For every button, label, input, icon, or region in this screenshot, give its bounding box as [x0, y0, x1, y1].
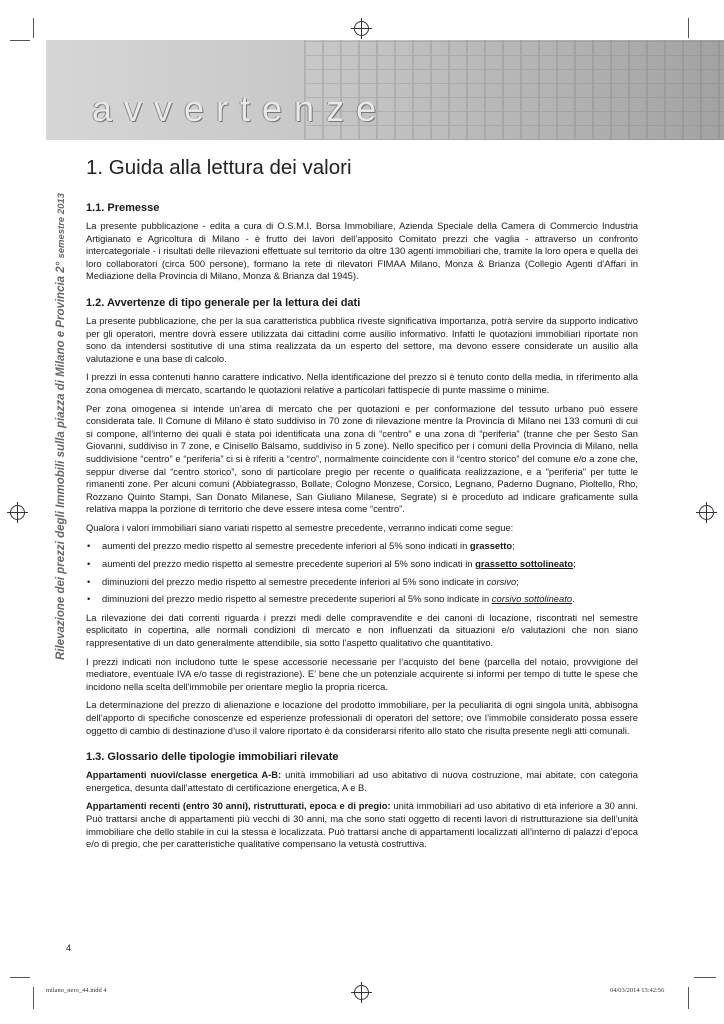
page-number: 4: [66, 943, 72, 953]
crop-mark: [10, 40, 30, 41]
registration-mark-icon: [699, 505, 714, 520]
crop-mark: [688, 18, 689, 38]
paragraph: La rilevazione dei dati correnti riguarda i prezzi medi delle compravendite e dei canoni di locazione, riscontrati nel semestre esplicitato in copertina, alle normali condizioni di mercato e non influenzati da situazioni e/o valutazioni che non siano rappresentative di un dato generalmente attendibile, sia sotto l’aspetto qualitativo che quantitativo.: [86, 611, 638, 649]
registration-mark-icon: [354, 985, 369, 1000]
list-item-text: aumenti del prezzo medio rispetto al semestre precedente superiori al 5% sono indicati in: [102, 558, 476, 570]
paragraph: La determinazione del prezzo di alienazione e locazione del prodotto immobiliare, per la peculiarità di ogni singola unità, abbisogna dell’apporto di specifiche conoscenze ed esperienze professionali di operatori del settore; ove l’immobile considerato possa essere oggetto di cambio di destinazione d’uso il valore riportato è da considerarsi riferito allo stato che risulta presente negli atti comunali.: [86, 699, 638, 736]
glossary-entry: [86, 769, 638, 794]
section-title: 1.1. Premesse: [86, 202, 160, 214]
paragraph: I prezzi in essa contenuti hanno carattere indicativo. Nella identificazione del prezzo si è tenuto conto della media, in riferimento alla zona omogenea di mercato, scartando le quotazioni relative a particolari fattispecie di punte massime o minime.: [86, 371, 638, 395]
list-item-emphasis: corsivo: [486, 575, 517, 587]
list-item: [86, 593, 638, 606]
list-item-emphasis: grassetto sottolineato: [475, 558, 574, 570]
legend-list: [86, 540, 638, 605]
section-avvertenze: [86, 297, 638, 737]
list-item-end: ;: [516, 575, 519, 587]
page-title: 1. Guida alla lettura dei valori: [86, 156, 352, 179]
crop-mark: [10, 977, 30, 978]
list-item-emphasis: grassetto: [469, 540, 513, 552]
list-item-text: diminuzioni del prezzo medio rispetto al semestre precedente superiori al 5% sono indicate in: [102, 593, 492, 605]
paragraph: Qualora i valori immobiliari siano variati rispetto al semestre precedente, verranno indicati come segue:: [86, 521, 514, 533]
banner-title: avvertenze: [92, 88, 389, 129]
main-content: [86, 156, 638, 865]
glossary-term: Appartamenti nuovi/classe energetica A-B:: [86, 769, 282, 781]
section-title: 1.2. Avvertenze di tipo generale per la lettura dei dati: [86, 296, 361, 309]
side-title-semester: semestre 2013: [56, 193, 67, 259]
crop-mark: [694, 977, 716, 978]
side-running-title: [55, 120, 67, 660]
list-item-text: diminuzioni del prezzo medio rispetto al semestre precedente inferiori al 5% sono indicate in: [102, 575, 487, 587]
glossary-definition: unità immobiliari ad uso abitativo di nuova costruzione, mai abitate, con categoria energetica, desunta dall’attestato di certificazione energetica, A e B.: [86, 769, 638, 793]
footer-filename: milano_nero_44.indd 4: [46, 987, 107, 994]
registration-mark-icon: [354, 21, 369, 36]
list-item: [86, 576, 638, 589]
section-glossario: [86, 751, 638, 851]
glossary-entry: [86, 800, 638, 850]
paragraph: La presente pubblicazione, che per la sua caratteristica pubblica riveste significativa importanza, potrà servire da supporto indicativo per gli operatori, mentre dovrà essere utilizzata dai cittadini come ausilio informativo. Infatti le quotazioni immobiliari riportate non sono da intendersi sostitutive di una stima realizzata da un esperto del settore, ma devono essere considerate un ausilio alla valutazione e una base di calcolo.: [86, 314, 638, 364]
list-item-end: .: [572, 593, 575, 605]
registration-mark-icon: [10, 505, 25, 520]
paragraph: I prezzi indicati non includono tutte le spese accessorie necessarie per l’acquisto del bene (parcella del notaio, provvigione del mediatore, eventuale IVA e/o tasse di registrazione). E’ bene che un potenziale acquirente si informi per tempo di tutte le spese che incidono nella scelta dell'immobile per orientare meglio la propria ricerca.: [86, 655, 638, 692]
glossary-definition: unità immobiliari ad uso abitativo di età inferiore a 30 anni. Può trattarsi anche di appartamenti più vecchi di 30 anni, ma che sono stati oggetto di recenti lavori di ristrutturazione sia dell’unità immobiliare che dello stabile in cui la stessa è localizzata. Può trattarsi anche di appartamenti localizzati all’interno di palazzi d’epoca e/o di pregio, che per caratteristiche qualitative compensano la vetustà costruttiva.: [86, 800, 638, 850]
paragraph: La presente pubblicazione - edita a cura di O.S.M.I. Borsa Immobiliare, Azienda Speciale della Camera di Commercio Industria Artigianato e Agricoltura di Milano - è frutto dei lavori dell’apposito Comitato prezzi che vaglia - attraverso un confronto intercategoriale - i risultati delle rilevazioni effettuate sul territorio da oltre 130 agenti immobiliari che, tramite la loro opera e quella dei loro collaboratori (circa 500 persone), formano la rete di rilevatori FIMAA Milano, Monza & Brianza (Collegio Agenti d’Affari in Mediazione della Provincia di Milano, Monza & Brianza dal 1945).: [86, 220, 638, 282]
list-item-end: ;: [573, 558, 576, 570]
list-item-text: aumenti del prezzo medio rispetto al semestre precedente inferiori al 5% sono indicati in: [102, 540, 470, 552]
section-title: 1.3. Glossario delle tipologie immobiliari rilevate: [86, 751, 339, 764]
list-item: [86, 540, 638, 553]
list-item-end: ;: [512, 540, 515, 552]
list-item: [86, 558, 638, 571]
crop-mark: [33, 18, 34, 38]
paragraph: Per zona omogenea si intende un’area di mercato che per quotazioni e per conformazione del tessuto urbano può essere considerata tale. Il Comune di Milano è stato suddiviso in 70 zone di rilevazione mentre la Provincia di Milano nei 133 comuni di cui si compone, all’interno dei quali è stata poi identificata una zona di “centro” e una zona di “periferia” (tranne che per Sesto San Giovanni, suddiviso in 7 zone, e Cinisello Balsamo, suddiviso in 5 zone). Nello specifico per i comuni della Provincia di Milano, nella suddivisione “centro” e “periferia” ci si è riferiti a “centro”, normalmente coincidente con il “centro storico” del comune e/o a zone che, seppur diverse dal “centro storico”, sono di particolare pregio per recente o qualificata realizzazione, e a "periferia" per tutte le rimanenti zone. Per alcuni comuni (Abbiategrasso, Bollate, Cologno Monzese, Corsico, Legnano, Paderno Dugnano, Pioltello, Rho, Rozzano Quinto Stampi, San Donato Milanese, San Giuliano Milanese, Segrate) si è proceduto ad indicare graficamente sulla relativa mappa la porzione di territorio che deve essere intesa come “centro”.: [86, 402, 638, 515]
crop-mark: [33, 987, 34, 1009]
side-title-main: Rilevazione dei prezzi degli Immobili sulla piazza di Milano e Provincia 2°: [55, 261, 67, 660]
footer-datetime: 04/03/2014 13:42:56: [610, 987, 665, 994]
list-item-emphasis: corsivo sottolineato: [491, 593, 573, 605]
glossary-term: Appartamenti recenti (entro 30 anni), ristrutturati, epoca e di pregio:: [86, 800, 391, 812]
section-premesse: [86, 202, 638, 283]
crop-mark: [688, 987, 689, 1009]
